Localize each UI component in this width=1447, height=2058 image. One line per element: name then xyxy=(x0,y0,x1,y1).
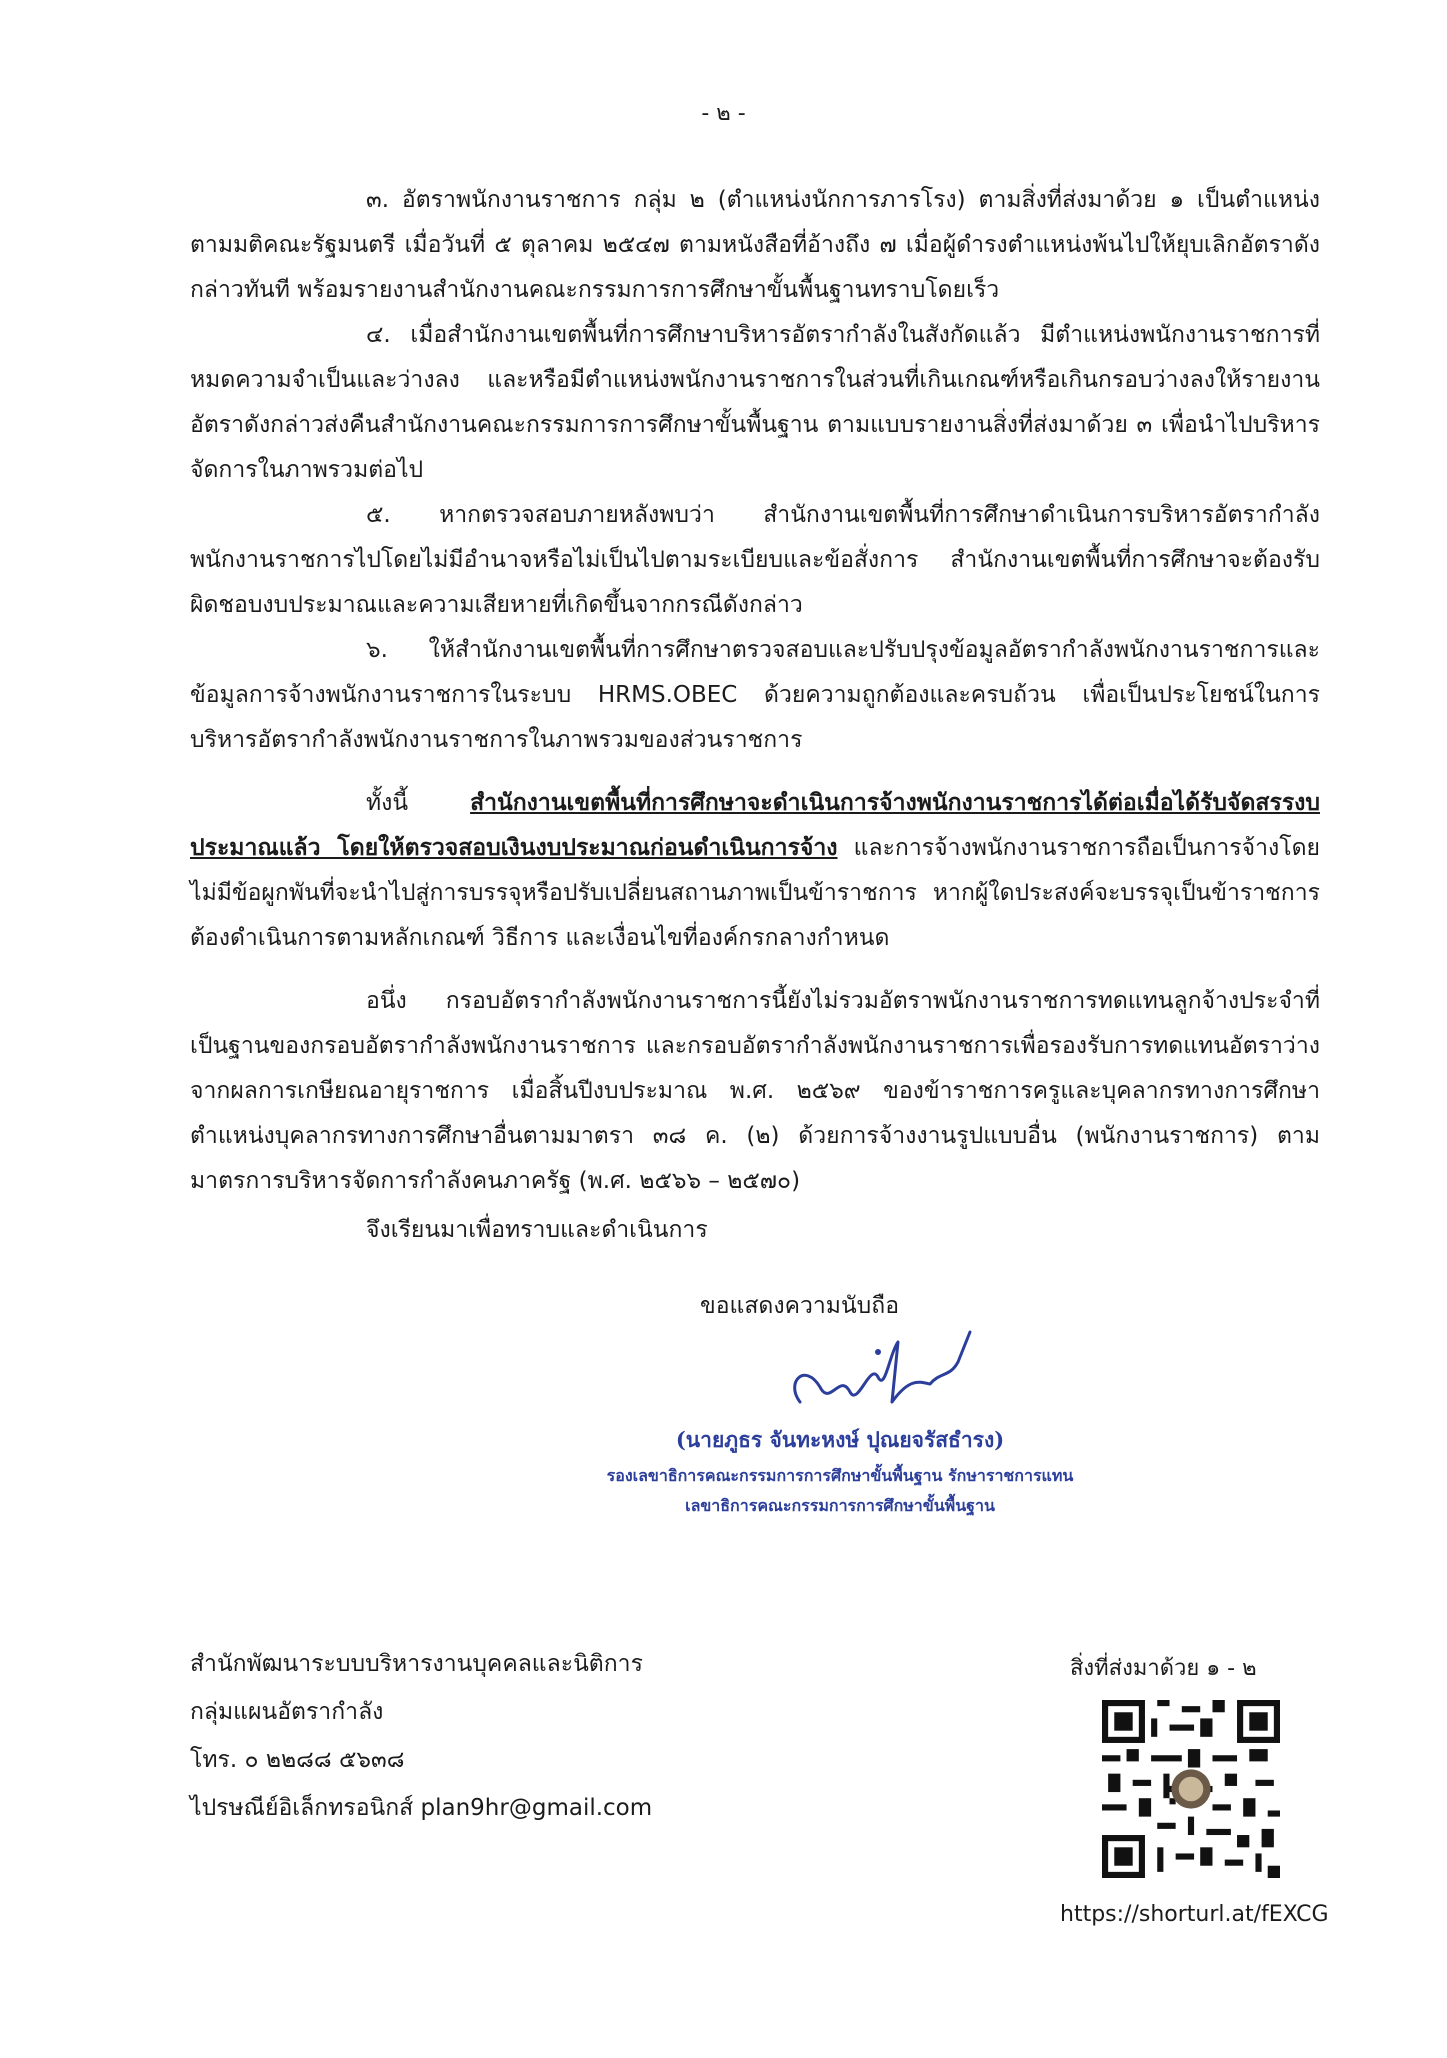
paragraph-rest: และการจ้างพนักงานราชการถือเป็นการจ้างโดยไม่มีข้อผูกพันที่จะนำไปสู่การบรรจุหรือปรับเปลี่ยนสถานภาพเป็นข้าราชการ หากผู้ใดประสงค์จะบรรจุเป็นข้าราชการ ต้องดำเนินการตามหลักเกณฑ์ วิธีการ และเงื่อนไขที่องค์กรกลางกำหนด xyxy=(190,835,1320,951)
letter-body xyxy=(190,178,1320,1204)
paragraph-remark: อนึ่ง กรอบอัตรากำลังพนักงานราชการนี้ยังไม่รวมอัตราพนักงานราชการทดแทนลูกจ้างประจำที่เป็นฐานของกรอบอัตรากำลังพนักงานราชการ และกรอบอัตรากำลังพนักงานราชการเพื่อรองรับการทดแทนอัตราว่างจากผลการเกษียณอายุราชการ เมื่อสิ้นปีงบประมาณ พ.ศ. ๒๕๖๙ ของข้าราชการครูและบุคลากรทางการศึกษา ตำแหน่งบุคลากรทางการศึกษาอื่นตามมาตรา ๓๘ ค. (๒) ด้วยการจ้างงานรูปแบบอื่น (พนักงานราชการ) ตามมาตรการบริหารจัดการกำลังคนภาครัฐ (พ.ศ. ๒๕๖๖ – ๒๕๗๐) xyxy=(190,988,1320,1194)
paragraph-6: ๖. ให้สำนักงานเขตพื้นที่การศึกษาตรวจสอบและปรับปรุงข้อมูลอัตรากำลังพนักงานราชการและข้อมูลการจ้างพนักงานราชการในระบบ HRMS.OBEC ด้วยความถูกต้องและครบถ้วน เพื่อเป็นประโยชน์ในการบริหารอัตรากำลังพนักงานราชการในภาพรวมของส่วนราชการ xyxy=(190,637,1320,753)
paragraph-5: ๕. หากตรวจสอบภายหลังพบว่า สำนักงานเขตพื้นที่การศึกษาดำเนินการบริหารอัตรากำลังพนักงานราชการไปโดยไม่มีอำนาจหรือไม่เป็นไปตามระเบียบและข้อสั่งการ สำนักงานเขตพื้นที่การศึกษาจะต้องรับผิดชอบงบประมาณและความเสียหายที่เกิดขึ้นจากกรณีดังกล่าว xyxy=(190,502,1320,618)
signer-position-1: รองเลขาธิการคณะกรรมการการศึกษาขั้นพื้นฐาน รักษาราชการแทน xyxy=(606,1466,1074,1485)
paragraph-lead: ทั้งนี้ xyxy=(366,790,471,816)
short-url-link[interactable]: https://shorturl.at/fEXCG xyxy=(1060,1902,1329,1927)
attachment-label: สิ่งที่ส่งมาด้วย ๑ - ๒ xyxy=(1070,1656,1257,1681)
signer-position-2: เลขาธิการคณะกรรมการการศึกษาขั้นพื้นฐาน xyxy=(685,1496,995,1515)
office-name: สำนักพัฒนาระบบบริหารงานบุคคลและนิติการ xyxy=(190,1651,643,1677)
contact-footer xyxy=(190,1640,652,1832)
paragraph-4: ๔. เมื่อสำนักงานเขตพื้นที่การศึกษาบริหารอัตรากำลังในสังกัดแล้ว มีตำแหน่งพนักงานราชการที่หมดความจำเป็นและว่างลง และหรือมีตำแหน่งพนักงานราชการในส่วนที่เกินเกณฑ์หรือเกินกรอบว่างลงให้รายงานอัตราดังกล่าวส่งคืนสำนักงานคณะกรรมการการศึกษาขั้นพื้นฐาน ตามแบบรายงานสิ่งที่ส่งมาด้วย ๓ เพื่อนำไปบริหารจัดการในภาพรวมต่อไป xyxy=(190,322,1320,483)
page-number: - ๒ - xyxy=(701,101,746,126)
signer-name: (นายภูธร จันทะหงษ์ ปุณยจรัสธำรง) xyxy=(675,1427,1005,1452)
phone-number: โทร. ๐ ๒๒๘๘ ๕๖๓๘ xyxy=(190,1747,405,1773)
underlined-emphasis: สำนักงานเขตพื้นที่การศึกษาจะดำเนินการจ้างพนักงานราชการได้ต่อเมื่อได้รับจัดสรรงบประมาณแล้ว โดยให้ตรวจสอบเงินงบประมาณก่อนดำเนินการจ้าง xyxy=(190,790,1320,861)
qr-code-icon[interactable] xyxy=(1102,1700,1280,1878)
email-line[interactable]: ไปรษณีย์อิเล็กทรอนิกส์ plan9hr@gmail.com xyxy=(190,1795,653,1821)
handwritten-signature xyxy=(780,1322,980,1432)
group-name: กลุ่มแผนอัตรากำลัง xyxy=(190,1699,384,1725)
paragraph-budget-note xyxy=(190,781,1320,961)
closing-line: จึงเรียนมาเพื่อทราบและดำเนินการ xyxy=(366,1217,708,1243)
complimentary-close: ขอแสดงความนับถือ xyxy=(700,1293,900,1319)
paragraph-3: ๓. อัตราพนักงานราชการ กลุ่ม ๒ (ตำแหน่งนักการภารโรง) ตามสิ่งที่ส่งมาด้วย ๑ เป็นตำแหน่งตามมติคณะรัฐมนตรี เมื่อวันที่ ๕ ตุลาคม ๒๕๔๗ ตามหนังสือที่อ้างถึง ๗ เมื่อผู้ดำรงตำแหน่งพ้นไปให้ยุบเลิกอัตราดังกล่าวทันที พร้อมรายงานสำนักงานคณะกรรมการการศึกษาขั้นพื้นฐานทราบโดยเร็ว xyxy=(190,187,1320,303)
